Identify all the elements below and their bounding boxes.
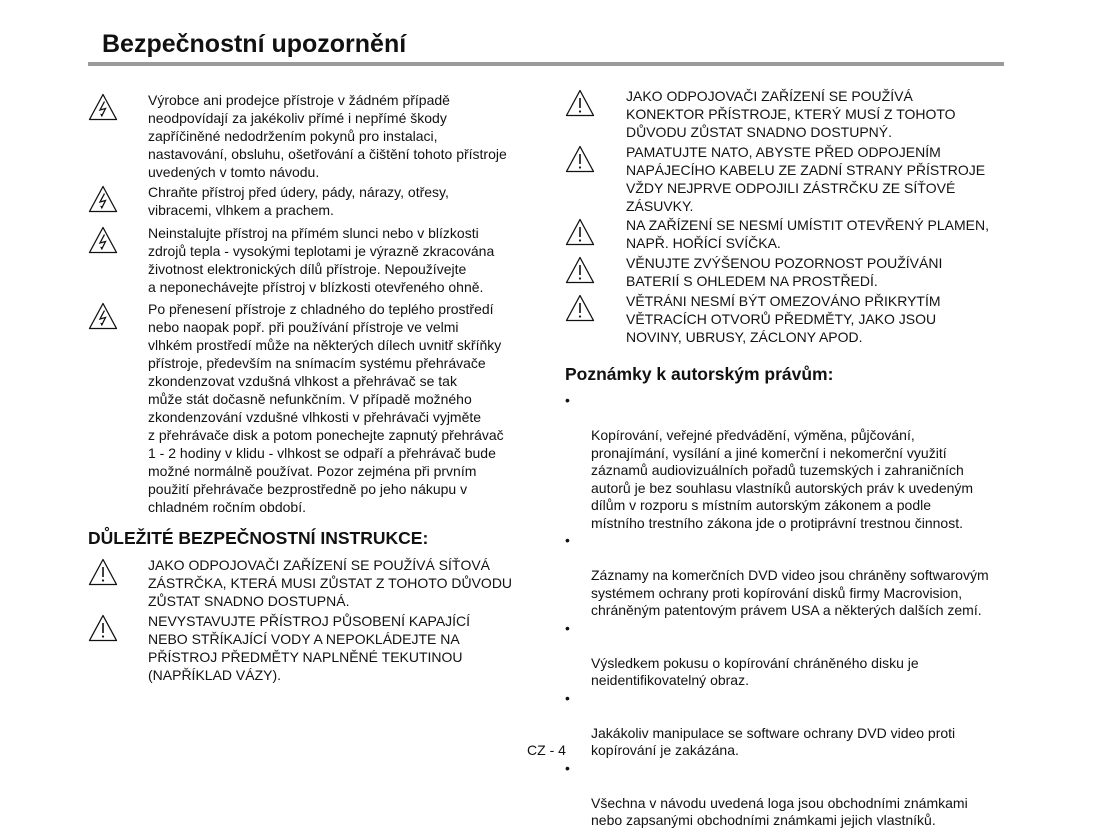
exclamation-warning-icon <box>88 558 118 586</box>
page-number: CZ - 4 <box>527 742 566 758</box>
list-item-text: Všechna v návodu uvedená loga jsou obchodními známkami nebo zapsanými obchodními známkami jejich vlastníků. <box>591 794 968 828</box>
list-item-text: Výsledkem pokusu o kopírování chráněného disku je neidentifikovatelný obraz. <box>591 654 919 688</box>
page-title: Bezpečnostní upozornění <box>102 30 407 58</box>
warning-text: Chraňte přístroj před údery, pády, nárazy, otřesy, vibracemi, vlhkem a prachem. <box>148 184 449 218</box>
list-item-text: Záznamy na komerčních DVD video jsou chráněny softwarovým systémem ochrany proti kopírování disků firmy Macrovision, chráněným patentovým právem USA a některých dalších zemí. <box>591 567 989 618</box>
lightning-warning-icon <box>88 185 118 213</box>
bullet-icon: • <box>565 759 570 776</box>
list-item-text: Kopírování, veřejné předvádění, výměna, půjčování, pronajímání, vysílání a jiné komerční i nekomerční využití záznamů audiovizuálních pořadů tuzemských i zahraničních autorů je bez souhlasu vlastníků autorských práv k uvedeným dílům v rozporu s místním autorským zákonem a podle místního trestního zákona jde o protiprávní trestnou činnost. <box>591 427 974 531</box>
list-item <box>565 620 1010 690</box>
list-item <box>565 392 1010 532</box>
warning-text: JAKO ODPOJOVAČI ZAŘÍZENÍ SE POUŽÍVÁ KONEKTOR PŘÍSTROJE, KTERÝ MUSÍ Z TOHOTO DŮVODU ZŮSTAT SNADNO DOSTUPNÝ. <box>626 88 956 140</box>
list-item-text: Jakákoliv manipulace se software ochrany DVD video proti kopírování je zakázána. <box>591 724 956 758</box>
copyright-notes-list <box>565 392 1010 830</box>
exclamation-warning-icon <box>565 294 595 322</box>
warning-text: PAMATUJTE NATO, ABYSTE PŘED ODPOJENÍM NAPÁJECÍHO KABELU ZE ZADNÍ STRANY PŘÍSTROJE VŽDY NEJPRVE ODPOJILI ZÁSTRČKU ZE SÍŤOVÉ ZÁSUVKY. <box>626 144 986 214</box>
lightning-warning-icon <box>88 302 118 330</box>
copyright-heading: Poznámky k autorským právům: <box>565 364 834 384</box>
warning-text: Výrobce ani prodejce přístroje v žádném případě neodpovídají za jakékoliv přímé i nepřímé škody zapříčiněné nedodržením pokynů pro instalaci, nastavování, obsluhu, ošetřování a čištění tohoto přístroje uvedených v tomto návodu. <box>148 92 507 180</box>
warning-text: Neinstalujte přístroj na přímém slunci nebo v blízkosti zdrojů tepla - vysokými teplotami je výrazně zkracována životnost elektronických dílů přístroje. Nepoužívejte a neponechávejte přístroj v blízkosti otevřeného ohně. <box>148 225 495 295</box>
exclamation-warning-icon <box>565 145 595 173</box>
exclamation-warning-icon <box>565 256 595 284</box>
warning-text: VĚTRÁNI NESMÍ BÝT OMEZOVÁNO PŘIKRYTÍM VĚTRACÍCH OTVORŮ PŘEDMĚTY, JAKO JSOU NOVINY, UBRUSY, ZÁCLONY APOD. <box>626 293 941 345</box>
warning-text: VĚNUJTE ZVÝŠENOU POZORNOST POUŽÍVÁNI BATERIÍ S OHLEDEM NA PROSTŘEDÍ. <box>626 255 943 289</box>
list-item <box>565 760 1010 830</box>
exclamation-warning-icon <box>565 89 595 117</box>
warning-text: JAKO ODPOJOVAČI ZAŘÍZENÍ SE POUŽÍVÁ SÍŤOVÁ ZÁSTRČKA, KTERÁ MUSI ZŮSTAT Z TOHOTO DŮVODU ZŮSTAT SNADNO DOSTUPNÁ. <box>148 557 513 609</box>
important-instructions-heading: DŮLEŽITÉ BEZPEČNOSTNÍ INSTRUKCE: <box>88 528 429 548</box>
bullet-icon: • <box>565 619 570 636</box>
lightning-warning-icon <box>88 226 118 254</box>
exclamation-warning-icon <box>88 614 118 642</box>
bullet-icon: • <box>565 532 570 548</box>
bullet-icon: • <box>565 689 570 706</box>
list-item <box>565 532 1010 620</box>
lightning-warning-icon <box>88 93 118 121</box>
warning-text: NA ZAŘÍZENÍ SE NESMÍ UMÍSTIT OTEVŘENÝ PLAMEN, NAPŘ. HOŘÍCÍ SVÍČKA. <box>626 217 990 251</box>
warning-text: Po přenesení přístroje z chladného do teplého prostředí nebo naopak popř. při používání přístroje ve velmi vlhkém prostředí může na některých dílech uvnitř skříňky přístroje, především na snímacím systému přehrávače zkondenzovat vzdušná vlhkost a přehrávač se tak může stát dočasně nefunkčním. V případě možného zkondenzování vzdušné vlhkosti v přehrávači vyjměte z přehrávače disk a potom ponechejte zapnutý přehrávač 1 - 2 hodiny v klidu - vlhkost se odpaří a přehrávač bude možné normálně používat. Pozor zejména při prvním použití přehrávače bezprostředně po jeho nákupu v chladném ročním období. <box>148 301 504 515</box>
bullet-icon: • <box>565 392 570 408</box>
warning-text: NEVYSTAVUJTE PŘÍSTROJ PŮSOBENÍ KAPAJÍCÍ NEBO STŘÍKAJÍCÍ VODY A NEPOKLÁDEJTE NA PŘÍSTROJ PŘEDMĚTY NAPLNĚNÉ TEKUTINOU (NAPŘÍKLAD VÁZY). <box>148 613 471 683</box>
exclamation-warning-icon <box>565 218 595 246</box>
title-divider <box>88 62 1004 66</box>
